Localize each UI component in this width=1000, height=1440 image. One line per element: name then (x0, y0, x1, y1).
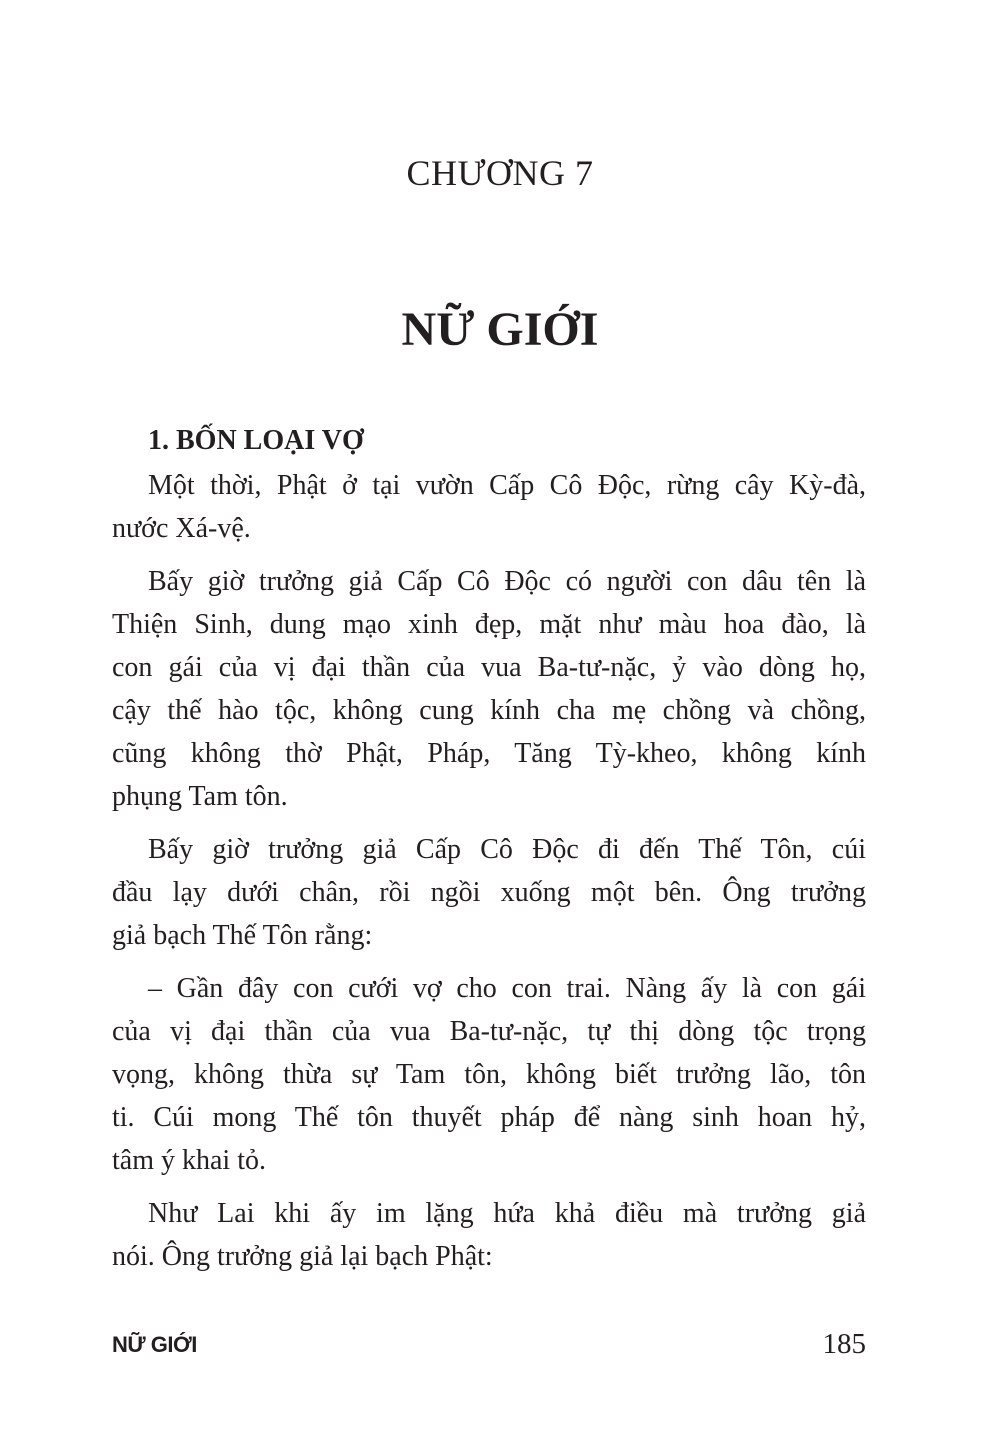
text-line: Bấy giờ trưởng giả Cấp Cô Độc đi đến Thế Tôn, cúi (148, 834, 866, 865)
running-footer-title: NỮ GIỚI (112, 1332, 197, 1357)
text-line: cũng không thờ Phật, Pháp, Tăng Tỳ-kheo, không kính (112, 738, 866, 769)
text-line: đầu lạy dưới chân, rồi ngồi xuống một bên. Ông trưởng (112, 877, 866, 908)
paragraphs (112, 464, 866, 1278)
text-line: nước Xá-vệ. (112, 513, 251, 544)
text-line: của vị đại thần của vua Ba-tư-nặc, tự thị dòng tộc trọng (112, 1016, 866, 1047)
text-line: – Gần đây con cưới vợ cho con trai. Nàng ấy là con gái (148, 973, 866, 1004)
text-line: con gái của vị đại thần của vua Ba-tư-nặc, ỷ vào dòng họ, (112, 652, 866, 683)
paragraph (112, 828, 866, 957)
text-line: cậy thế hào tộc, không cung kính cha mẹ chồng và chồng, (112, 695, 866, 726)
text-line: nói. Ông trưởng giả lại bạch Phật: (112, 1241, 493, 1272)
text-line: ti. Cúi mong Thế tôn thuyết pháp để nàng sinh hoan hỷ, (112, 1102, 866, 1133)
page-number: 185 (822, 1328, 866, 1360)
body-content (112, 418, 866, 1288)
text-line: tâm ý khai tỏ. (112, 1145, 266, 1176)
text-line: Thiện Sinh, dung mạo xinh đẹp, mặt như màu hoa đào, là (112, 609, 866, 640)
paragraph (112, 967, 866, 1182)
chapter-label: CHƯƠNG 7 (406, 153, 594, 193)
text-line: Bấy giờ trưởng giả Cấp Cô Độc có người con dâu tên là (148, 566, 866, 597)
text-line: Như Lai khi ấy im lặng hứa khả điều mà trưởng giả (148, 1198, 866, 1229)
paragraph (112, 464, 866, 550)
text-line: vọng, không thừa sự Tam tôn, không biết trưởng lão, tôn (112, 1059, 866, 1090)
section-heading: 1. BỐN LOẠI VỢ (148, 425, 364, 456)
text-line: Một thời, Phật ở tại vườn Cấp Cô Độc, rừng cây Kỳ-đà, (148, 470, 866, 501)
paragraph (112, 1192, 866, 1278)
paragraph (112, 560, 866, 818)
text-line: giả bạch Thế Tôn rằng: (112, 920, 373, 951)
text-line: phụng Tam tôn. (112, 781, 288, 812)
chapter-title: NỮ GIỚI (401, 303, 599, 356)
